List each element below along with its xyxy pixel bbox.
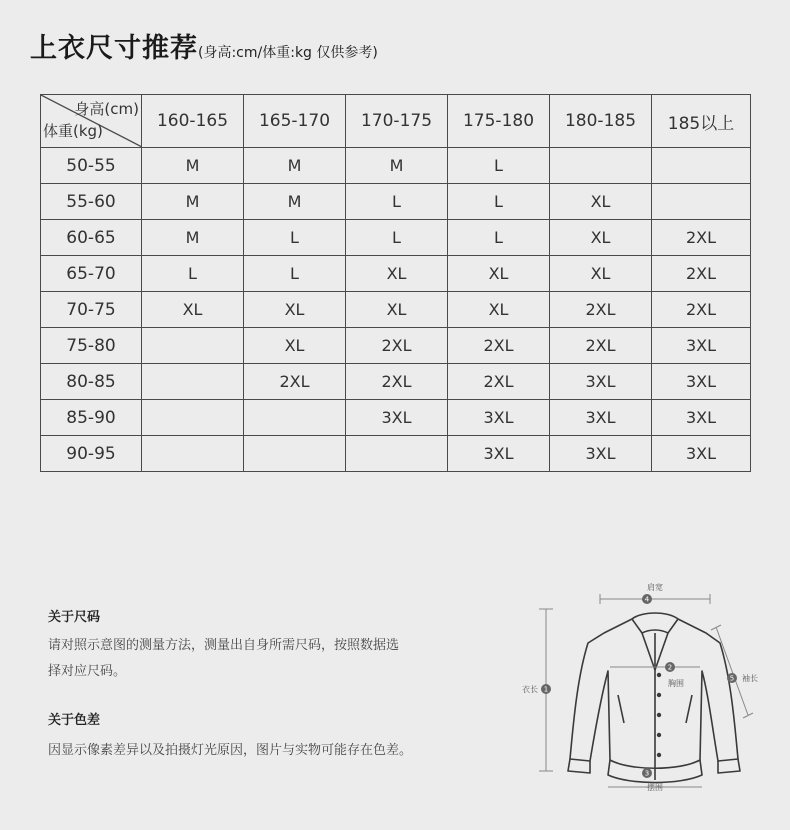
size-cell: 3XL <box>652 436 751 472</box>
corner-weight-label: 体重(kg) <box>43 122 103 140</box>
size-cell: L <box>448 148 550 184</box>
size-cell: L <box>244 256 346 292</box>
marker-shoulder: 4 <box>644 595 650 604</box>
hem-label: 摆围 <box>647 783 663 792</box>
weight-label: 60-65 <box>41 220 142 256</box>
size-info-text <box>48 633 399 685</box>
size-cell: 2XL <box>652 220 751 256</box>
size-table <box>40 94 751 472</box>
marker-sleeve: 5 <box>729 674 735 683</box>
table-row <box>41 184 751 220</box>
marker-length: 1 <box>543 685 549 694</box>
chest-label: 胸围 <box>668 679 684 688</box>
size-cell <box>652 148 751 184</box>
weight-label: 80-85 <box>41 364 142 400</box>
size-cell: 2XL <box>448 328 550 364</box>
size-cell: 2XL <box>550 292 652 328</box>
table-row <box>41 328 751 364</box>
size-cell: 3XL <box>550 436 652 472</box>
weight-label: 90-95 <box>41 436 142 472</box>
size-cell <box>142 364 244 400</box>
corner-cell <box>41 95 142 148</box>
table-row <box>41 148 751 184</box>
size-cell: M <box>244 148 346 184</box>
table-row <box>41 220 751 256</box>
size-cell: XL <box>346 256 448 292</box>
marker-chest: 2 <box>667 663 673 672</box>
size-cell: XL <box>550 220 652 256</box>
size-cell <box>142 436 244 472</box>
jacket-measurement-diagram <box>520 575 770 805</box>
size-cell: M <box>142 220 244 256</box>
size-cell: XL <box>550 184 652 220</box>
size-cell: L <box>142 256 244 292</box>
size-cell: L <box>346 184 448 220</box>
size-cell: 3XL <box>346 400 448 436</box>
size-cell: 2XL <box>652 292 751 328</box>
size-cell: XL <box>244 292 346 328</box>
size-cell: M <box>142 184 244 220</box>
size-cell: L <box>346 220 448 256</box>
table-row <box>41 400 751 436</box>
size-cell <box>346 436 448 472</box>
title-subtitle: (身高:cm/体重:kg 仅供参考) <box>198 45 378 61</box>
size-cell: 3XL <box>448 400 550 436</box>
weight-label: 50-55 <box>41 148 142 184</box>
size-cell: L <box>448 220 550 256</box>
size-cell: M <box>244 184 346 220</box>
size-cell: 2XL <box>448 364 550 400</box>
size-cell: 2XL <box>550 328 652 364</box>
size-cell <box>142 400 244 436</box>
size-cell: XL <box>448 256 550 292</box>
size-info-heading: 关于尺码 <box>48 610 101 625</box>
table-row <box>41 364 751 400</box>
sleeve-label: 袖长 <box>742 674 758 683</box>
height-header: 185以上 <box>652 95 751 148</box>
length-label: 衣长 <box>522 685 538 694</box>
weight-label: 85-90 <box>41 400 142 436</box>
size-cell: XL <box>550 256 652 292</box>
color-info-text: 因显示像素差异以及拍摄灯光原因，图片与实物可能存在色差。 <box>48 743 413 758</box>
color-info <box>48 709 412 764</box>
table-row <box>41 436 751 472</box>
corner-height-label: 身高(cm) <box>74 100 139 118</box>
marker-hem: 3 <box>644 769 650 778</box>
size-cell: 2XL <box>346 364 448 400</box>
weight-label: 65-70 <box>41 256 142 292</box>
weight-label: 55-60 <box>41 184 142 220</box>
size-cell: XL <box>142 292 244 328</box>
height-header: 170-175 <box>346 95 448 148</box>
size-cell: L <box>244 220 346 256</box>
size-cell: XL <box>448 292 550 328</box>
size-cell: 2XL <box>346 328 448 364</box>
height-header: 180-185 <box>550 95 652 148</box>
color-info-heading: 关于色差 <box>48 713 101 728</box>
size-cell: 3XL <box>448 436 550 472</box>
jacket-icon <box>568 613 740 783</box>
size-cell <box>550 148 652 184</box>
size-info <box>48 606 399 685</box>
size-cell <box>652 184 751 220</box>
table-row <box>41 256 751 292</box>
weight-label: 75-80 <box>41 328 142 364</box>
shoulder-label: 肩宽 <box>647 583 663 592</box>
height-header: 165-170 <box>244 95 346 148</box>
size-cell <box>142 328 244 364</box>
measure-lines <box>539 594 753 787</box>
size-cell: 3XL <box>550 364 652 400</box>
size-cell: M <box>142 148 244 184</box>
size-cell <box>244 436 346 472</box>
size-cell: L <box>448 184 550 220</box>
size-cell: 3XL <box>652 328 751 364</box>
jacket-buttons <box>657 673 661 757</box>
header-row <box>41 95 751 148</box>
size-cell: 3XL <box>652 400 751 436</box>
height-header: 175-180 <box>448 95 550 148</box>
size-cell: XL <box>244 328 346 364</box>
table-body <box>41 148 751 472</box>
table-row <box>41 292 751 328</box>
weight-label: 70-75 <box>41 292 142 328</box>
size-cell: 3XL <box>652 364 751 400</box>
size-cell: XL <box>346 292 448 328</box>
size-cell: 3XL <box>550 400 652 436</box>
size-info-line: 择对应尺码。 <box>48 664 127 679</box>
size-cell <box>244 400 346 436</box>
size-info-line: 请对照示意图的测量方法，测量出自身所需尺码，按照数据选 <box>48 638 400 653</box>
height-header: 160-165 <box>142 95 244 148</box>
title-main: 上衣尺寸推荐 <box>30 33 198 64</box>
size-cell: 2XL <box>244 364 346 400</box>
page-title <box>30 26 378 65</box>
size-cell: M <box>346 148 448 184</box>
size-cell: 2XL <box>652 256 751 292</box>
